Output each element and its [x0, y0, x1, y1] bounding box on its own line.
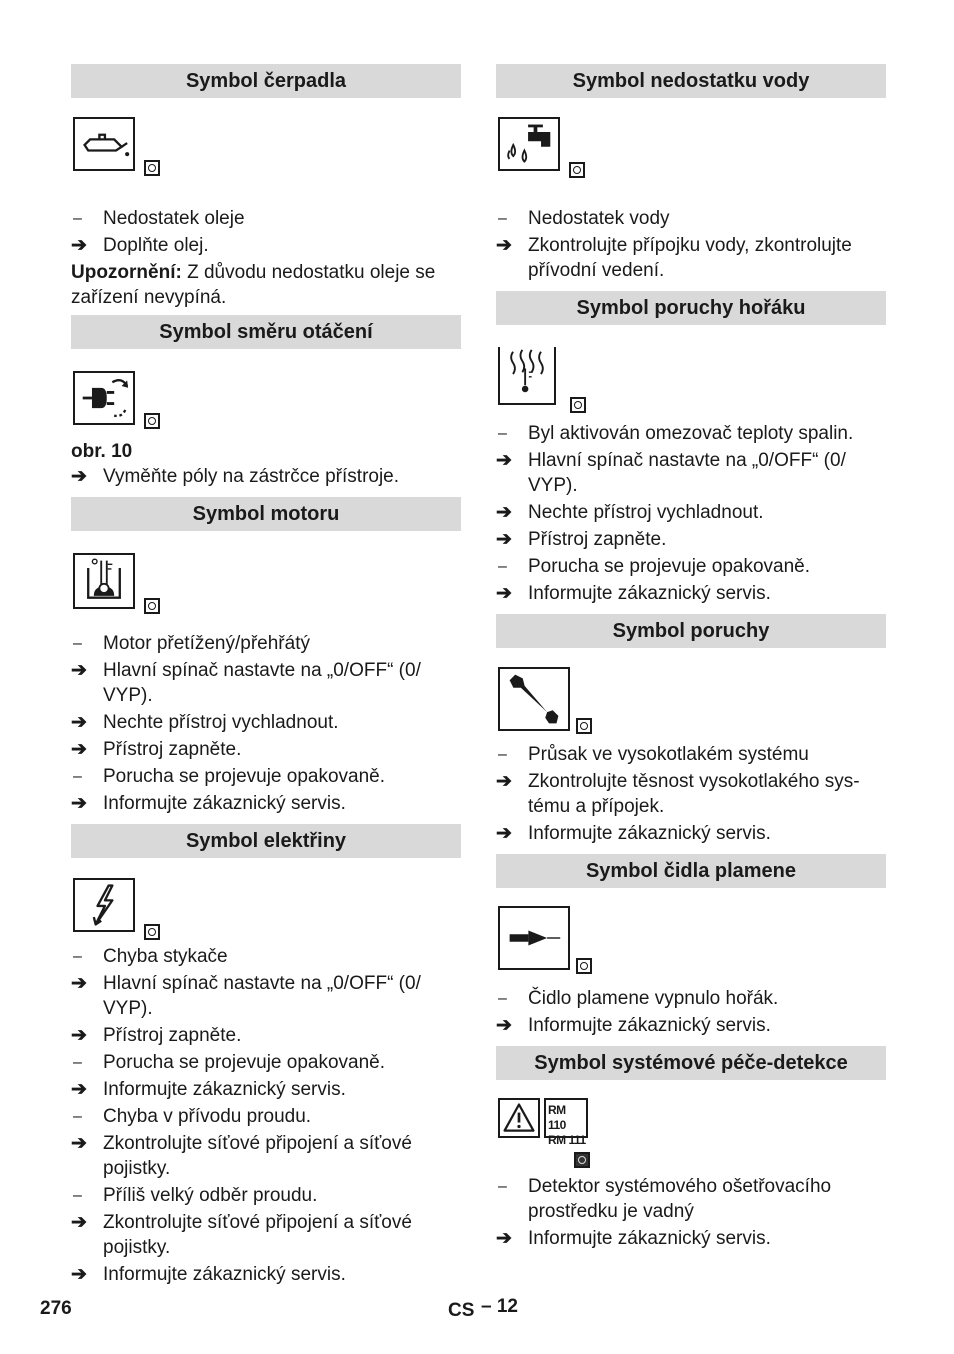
instruction-item: [496, 500, 886, 525]
instruction-item: [71, 737, 461, 762]
warning-triangle-icon: [498, 1098, 540, 1138]
arrow-icon: ➔: [71, 1212, 87, 1233]
item-text: Nechte přístroj vychladnout.: [103, 712, 339, 733]
instruction-item: [496, 1226, 886, 1251]
burner-icon-row: [496, 325, 886, 421]
lightning-icon: [73, 878, 135, 932]
item-text: Přístroj zapněte.: [103, 1025, 242, 1046]
arrow-icon: ➔: [71, 235, 87, 256]
rm-label-2: RM 111: [548, 1133, 586, 1147]
care-list: [496, 1174, 886, 1251]
arrow-icon: ➔: [496, 1015, 512, 1036]
pump-icon-row: [71, 98, 461, 206]
motor-icon-row: [71, 531, 461, 631]
item-text: Detektor systémového ošetřovacího prostředku je vadný: [528, 1176, 832, 1222]
instruction-item: [71, 1077, 461, 1102]
dash-icon: –: [498, 990, 507, 1007]
arrow-icon: ➔: [496, 583, 512, 604]
figure-reference: obr. 10: [71, 441, 133, 462]
dash-icon: –: [73, 635, 82, 652]
info-mini-icon: [144, 598, 160, 614]
section-title-motor: Symbol motoru: [71, 497, 461, 531]
condition-item: [496, 986, 886, 1011]
arrow-icon: ➔: [71, 1133, 87, 1154]
instruction-item: [71, 1262, 461, 1287]
condition-item: [71, 206, 461, 231]
water-list: [496, 206, 886, 283]
info-mini-icon: [576, 718, 592, 734]
fault-icon-row: [496, 648, 886, 742]
note-text: Z důvodu nedostatku oleje se zařízení nevypíná.: [71, 262, 436, 308]
instruction-item: [496, 581, 886, 606]
flame-icon-row: [496, 888, 886, 986]
item-text: Průsak ve vysokotlakém systému: [528, 744, 809, 765]
wrench-icon: [498, 667, 570, 731]
info-mini-icon: [144, 160, 160, 176]
water-icon-row: [496, 98, 886, 206]
item-text: Přístroj zapněte.: [528, 529, 667, 550]
item-text: Čidlo plamene vypnulo hořák.: [528, 988, 779, 1009]
electric-icon-row: [71, 858, 461, 944]
arrow-icon: ➔: [496, 450, 512, 471]
dash-icon: –: [73, 1187, 82, 1204]
condition-item: [71, 1183, 461, 1208]
item-text: Informujte zákaznický servis.: [528, 1228, 771, 1249]
arrow-icon: ➔: [496, 823, 512, 844]
section-title-care: Symbol systémové péče-detekce: [496, 1046, 886, 1080]
arrow-icon: ➔: [496, 529, 512, 550]
item-text: Informujte zákaznický servis.: [528, 823, 771, 844]
section-title-fault: Symbol poruchy: [496, 614, 886, 648]
footer-lang: CS: [448, 1300, 475, 1321]
section-title-electric: Symbol elektřiny: [71, 824, 461, 858]
dash-icon: –: [73, 1108, 82, 1125]
instruction-item: [496, 1013, 886, 1038]
item-text: Chyba stykače: [103, 946, 228, 967]
section-title-water: Symbol nedostatku vody: [496, 64, 886, 98]
arrow-icon: ➔: [71, 973, 87, 994]
dash-icon: –: [498, 746, 507, 763]
info-mini-icon: [576, 958, 592, 974]
condition-item: [71, 1104, 461, 1129]
condition-item: [496, 742, 886, 767]
item-text: Motor přetížený/přehřátý: [103, 633, 310, 654]
instruction-item: [71, 791, 461, 816]
rotation-list: [71, 464, 461, 489]
flame-sensor-icon: [498, 906, 570, 970]
item-text: Nedostatek oleje: [103, 208, 245, 229]
arrow-icon: ➔: [71, 1079, 87, 1100]
instruction-item: [71, 233, 461, 258]
item-text: Zkontrolujte síťové připojení a síťové pojistky.: [103, 1212, 412, 1258]
page-number: 276: [40, 1298, 72, 1319]
rotation-icon-row: [71, 349, 461, 439]
oil-can-icon: [73, 117, 135, 171]
condition-item: [496, 554, 886, 579]
instruction-item: [496, 527, 886, 552]
arrow-icon: ➔: [71, 793, 87, 814]
dash-icon: –: [73, 1054, 82, 1071]
motor-list: [71, 631, 461, 816]
info-mini-icon: [144, 924, 160, 940]
condition-item: [71, 944, 461, 969]
flame-list: [496, 986, 886, 1038]
item-text: Informujte zákaznický servis.: [103, 1079, 346, 1100]
arrow-icon: ➔: [71, 466, 87, 487]
item-text: Přístroj zapněte.: [103, 739, 242, 760]
arrow-icon: ➔: [71, 1025, 87, 1046]
arrow-icon: ➔: [496, 235, 512, 256]
water-tap-icon: [498, 117, 560, 171]
info-mini-icon: [144, 413, 160, 429]
instruction-item: [71, 710, 461, 735]
rm-label-1: RM 110: [548, 1103, 566, 1132]
condition-item: [71, 1050, 461, 1075]
arrow-icon: ➔: [496, 771, 512, 792]
item-text: Informujte zákaznický servis.: [103, 793, 346, 814]
instruction-item: [71, 1131, 461, 1181]
condition-item: [496, 421, 886, 446]
item-text: Porucha se projevuje opakovaně.: [103, 1052, 386, 1073]
item-text: Nedostatek vody: [528, 208, 670, 229]
instruction-item: [496, 769, 886, 819]
footer-page-sub: – 12: [481, 1296, 518, 1317]
item-text: Informujte zákaznický servis.: [528, 1015, 771, 1036]
condition-item: [71, 764, 461, 789]
item-text: Porucha se projevuje opakovaně.: [528, 556, 811, 577]
arrow-icon: ➔: [496, 502, 512, 523]
care-icon-row: [496, 1080, 886, 1174]
condition-item: [496, 1174, 886, 1224]
info-mini-icon: [574, 1152, 590, 1168]
instruction-item: [496, 233, 886, 283]
instruction-item: [496, 821, 886, 846]
instruction-item: [71, 658, 461, 708]
exhaust-temperature-icon: [498, 347, 556, 405]
item-text: Vyměňte póly na zástrčce přístroje.: [103, 466, 400, 487]
electric-list: [71, 944, 461, 1287]
dash-icon: –: [498, 558, 507, 575]
item-text: Informujte zákaznický servis.: [528, 583, 771, 604]
item-text: Nechte přístroj vychladnout.: [528, 502, 764, 523]
condition-item: [71, 631, 461, 656]
arrow-icon: ➔: [496, 1228, 512, 1249]
dash-icon: –: [498, 210, 507, 227]
section-title-pump: Symbol čerpadla: [71, 64, 461, 98]
item-text: Byl aktivován omezovač teploty spalin.: [528, 423, 854, 444]
item-text: Zkontrolujte těsnost vysokotlakého sys- tému a přípojek.: [528, 771, 860, 817]
arrow-icon: ➔: [71, 660, 87, 681]
item-text: Porucha se projevuje opakovaně.: [103, 766, 386, 787]
info-mini-icon: [569, 162, 585, 178]
item-text: Informujte zákaznický servis.: [103, 1264, 346, 1285]
item-text: Doplňte olej.: [103, 235, 209, 256]
instruction-item: [71, 1210, 461, 1260]
arrow-icon: ➔: [71, 1264, 87, 1285]
dash-icon: –: [73, 948, 82, 965]
burner-list: [496, 421, 886, 606]
dash-icon: –: [73, 210, 82, 227]
left-column: [71, 64, 461, 1289]
condition-item: [496, 206, 886, 231]
section-title-flame: Symbol čidla plamene: [496, 854, 886, 888]
pump-list: [71, 206, 461, 258]
dash-icon: –: [498, 1178, 507, 1195]
item-text: Příliš velký odběr proudu.: [103, 1185, 318, 1206]
pump-note: [71, 260, 461, 310]
instruction-item: [71, 971, 461, 1021]
note-label: Upozornění:: [71, 262, 182, 283]
item-text: Hlavní spínač nastavte na „0/OFF“ (0/ VYP).: [103, 973, 421, 1019]
section-title-burner: Symbol poruchy hořáku: [496, 291, 886, 325]
right-column: [496, 64, 886, 1253]
instruction-item: [71, 1023, 461, 1048]
dash-icon: –: [73, 768, 82, 785]
dash-icon: –: [498, 425, 507, 442]
plug-rotation-icon: [73, 371, 135, 425]
fault-list: [496, 742, 886, 846]
rm-label-box: [544, 1098, 588, 1147]
motor-temperature-icon: [73, 553, 135, 609]
item-text: Zkontrolujte přípojku vody, zkontrolujte přívodní vedení.: [528, 235, 852, 281]
item-text: Hlavní spínač nastavte na „0/OFF“ (0/ VYP).: [103, 660, 421, 706]
instruction-item: [496, 448, 886, 498]
arrow-icon: ➔: [71, 712, 87, 733]
item-text: Hlavní spínač nastavte na „0/OFF“ (0/ VYP).: [528, 450, 846, 496]
arrow-icon: ➔: [71, 739, 87, 760]
item-text: Zkontrolujte síťové připojení a síťové pojistky.: [103, 1133, 412, 1179]
section-title-rotation: Symbol směru otáčení: [71, 315, 461, 349]
instruction-item: [71, 464, 461, 489]
item-text: Chyba v přívodu proudu.: [103, 1106, 312, 1127]
info-mini-icon: [570, 397, 586, 413]
